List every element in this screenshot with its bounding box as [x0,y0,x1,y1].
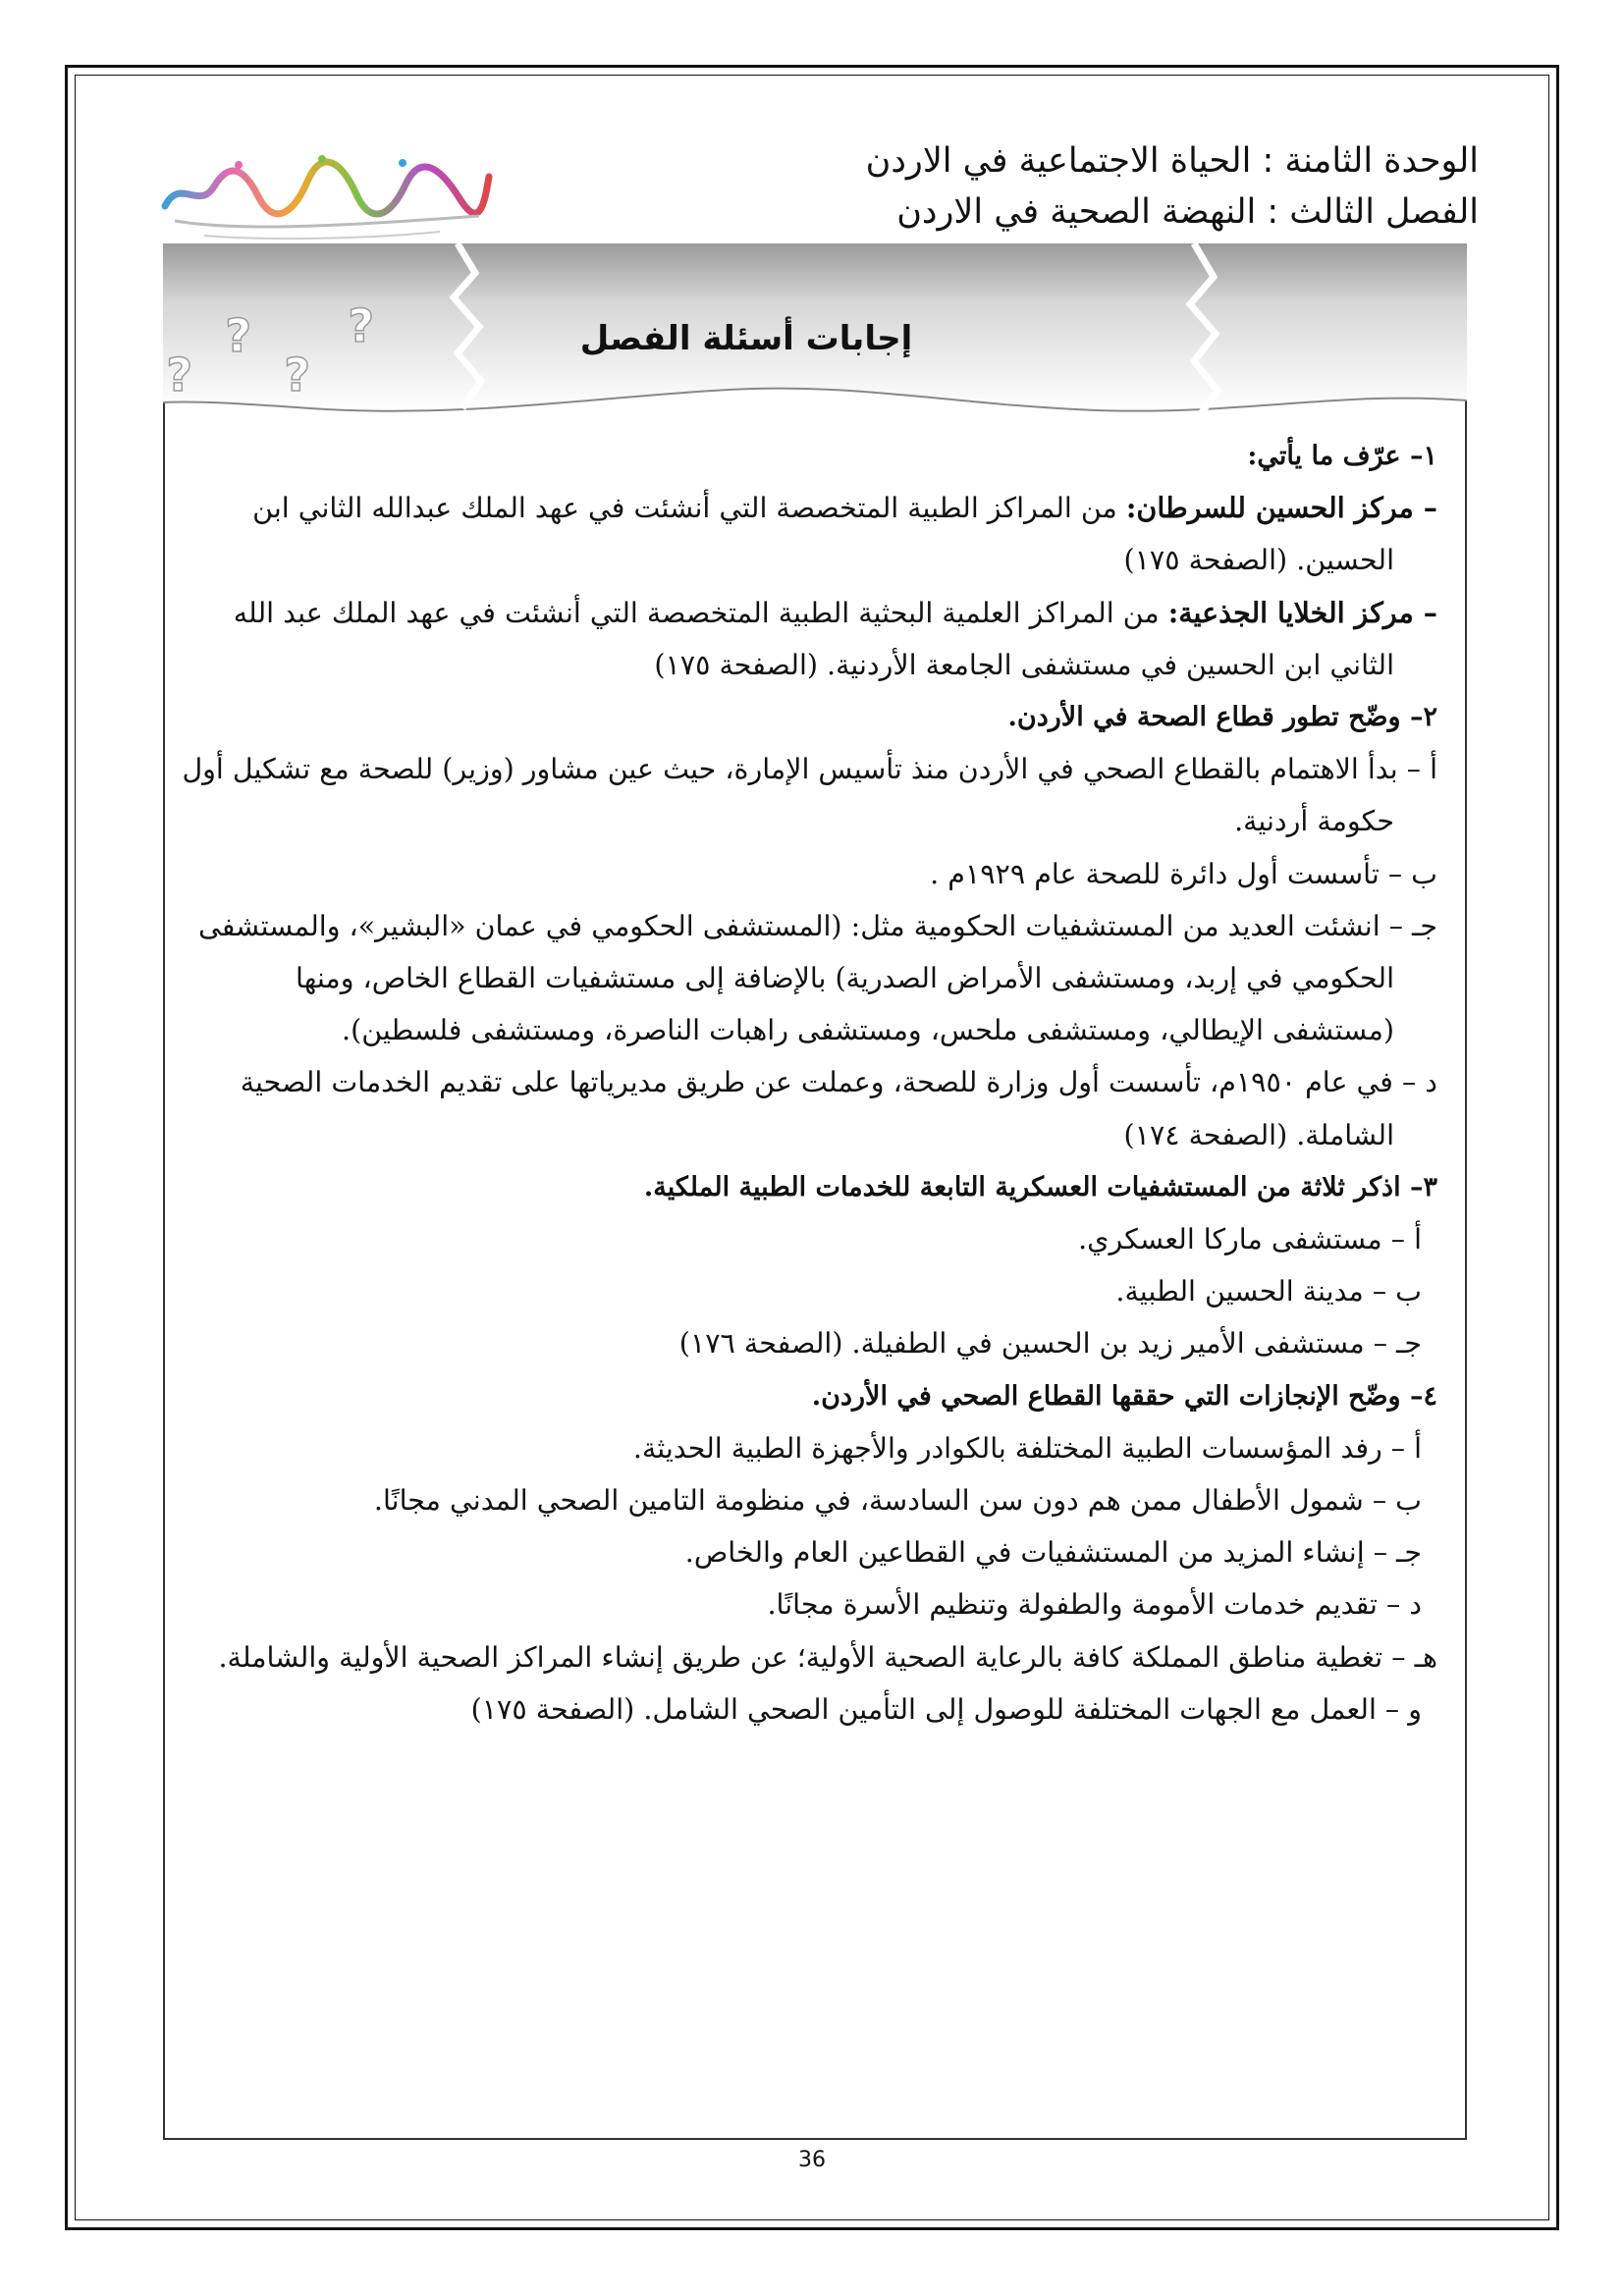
question-2: ٢– وضّح تطور قطاع الصحة في الأردن. [1007,702,1437,733]
question-mark-icon: ? [348,299,374,352]
question-1: ١– عرّف ما يأتي: [1247,441,1437,471]
answer-item [171,587,1437,691]
answer-item: أ – رفد المؤسسات الطبية المختلفة بالكوادر والأجهزة الطبية الحديثة. [632,1431,1422,1465]
answer-item: ب – مدينة الحسين الطبية. [1115,1275,1422,1308]
answer-item [171,482,1437,586]
page-header [693,135,1479,238]
answer-item: ب – شمول الأطفال ممن هم دون سن السادسة، في منظومة التامين الصحي المدني مجانًا. [373,1484,1422,1518]
question-4: ٤– وضّح الإنجازات التي حققها القطاع الصحي في الأردن. [811,1380,1437,1412]
answer-item: د – في عام ١٩٥٠م، تأسست أول وزارة للصحة، وعملت عن طريق مديرياتها على تقديم الخدمات الصحية الشاملة. (الصفحة ١٧٤) [240,1066,1437,1151]
question-3: ٣– اذكر ثلاثة من المستشفيات العسكرية التابعة للخدمات الطبية الملكية. [643,1171,1437,1202]
answer-item: أ – مستشفى ماركا العسكري. [1078,1223,1422,1256]
author-signature-logo [145,137,499,245]
unit-title: الوحدة الثامنة : الحياة الاجتماعية في الاردن [865,141,1479,181]
answer-item: جـ – انشئت العديد من المستشفيات الحكومية مثل: (المستشفى الحكومي في عمان «البشير»، والمستشفى الحكومي في إربد، ومستشفى الأمراض الصدرية) بالإضافة إلى مستشفيات القطاع الخاص، ومنها (مستشفى الإيطالي، ومستشفى ملحس، ومستشفى راهبات الناصرة، ومستشفى فلسطين). [198,909,1437,1047]
definition: من المراكز العلمية البحثية الطبية المتخصصة التي أنشئت في عهد الملك عبد الله الثاني ابن الحسين في مستشفى الجامعة الأردنية. (الصفحة ١٧٥) [233,596,1394,681]
question-mark-icon: ? [225,309,251,362]
answer-item: ب – تأسست أول دائرة للصحة عام ١٩٢٩م . [930,857,1437,890]
page-number: 36 [798,2148,826,2172]
question-mark-icon: ? [166,348,192,401]
term: – مركز الخلايا الجذعية: [1167,595,1437,629]
term: – مركز الحسين للسرطان: [1125,491,1437,525]
answer-item: جـ – إنشاء المزيد من المستشفيات في القطاعين العام والخاص. [684,1536,1422,1570]
question-mark-icon: ? [284,348,310,401]
banner-title: إجابات أسئلة الفصل [579,319,913,358]
definition: من المراكز الطبية المتخصصة التي أنشئت في عهد الملك عبدالله الثاني ابن الحسين. (الصفحة ١٧٥) [252,492,1394,577]
chapter-title: الفصل الثالث : النهضة الصحية في الاردن [896,192,1479,232]
answer-item: و – العمل مع الجهات المختلفة للوصول إلى التأمين الصحي الشامل. (الصفحة ١٧٥) [470,1692,1422,1726]
answer-item: د – تقديم خدمات الأمومة والطفولة وتنظيم الأسرة مجانًا. [767,1588,1422,1622]
answer-item: جـ – مستشفى الأمير زيد بن الحسين في الطفيلة. (الصفحة ١٧٦) [678,1327,1422,1361]
answer-item: هـ – تغطية مناطق المملكة كافة بالرعاية الصحية الأولية؛ عن طريق إنشاء المراكز الصحية الأولية والشاملة. [218,1640,1437,1674]
answer-item: أ – بدأ الاهتمام بالقطاع الصحي في الأردن منذ تأسيس الإمارة، حيث عين مشاور (وزير) للصحة مع تشكيل أول حكومة أردنية. [182,753,1437,838]
answers-content [171,430,1437,1735]
